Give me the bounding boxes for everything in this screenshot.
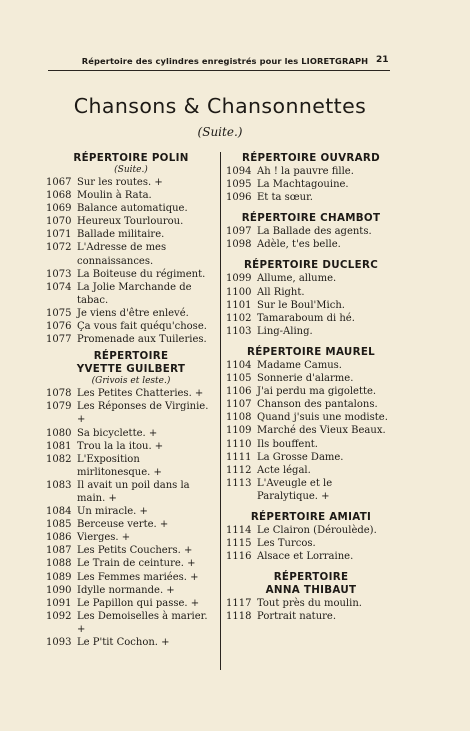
catalog-entry [46,189,216,202]
entry-title: Chanson des pantalons. [257,399,378,411]
entry-number: 1113 [226,477,252,489]
running-head: Répertoire des cylindres enregistrés pour les LIORETGRAPH [81,56,369,66]
catalog-entry [46,557,216,570]
catalog-entry [226,372,396,385]
entry-title: Les Femmes mariées. + [77,571,199,583]
catalog-entry [226,225,396,238]
catalog-entry [226,238,396,251]
catalog-entry [226,524,396,537]
entry-title: J'ai perdu ma gigolette. [257,386,377,398]
catalog-entry [46,268,216,281]
entry-title: Les Turcos. [257,538,316,550]
catalog-entry [226,597,396,610]
entry-list-duclerc [226,272,396,337]
entry-number: 1069 [46,203,72,215]
entry-title: Le P'tit Cochon. + [77,637,170,648]
catalog-entry [46,400,216,426]
entry-title: Sur les routes. + [77,177,163,188]
page-subtitle: (Suite.) [197,125,243,139]
entry-number: 1077 [46,334,72,346]
entry-title: La Ballade des agents. [257,226,372,238]
catalog-entry [46,215,216,228]
catalog-entry [46,479,216,505]
entry-number: 1078 [46,388,72,400]
entry-number: 1070 [46,216,72,228]
catalog-entry [226,178,396,191]
entry-title: Ça vous fait quéqu'chose. [77,321,207,333]
catalog-entry [46,281,216,307]
catalog-entry [226,272,396,285]
page-title: Chansons & Chansonnettes [73,94,367,118]
entry-title: Sur le Boul'Mich. [257,299,345,311]
entry-title: Les Réponses de Virginie. + [77,401,209,426]
section-title-polin: RÉPERTOIRE POLIN [73,152,189,164]
entry-number: 1081 [46,440,72,452]
catalog-entry [46,427,216,440]
entry-number: 1068 [46,190,72,202]
entry-number: 1085 [46,519,72,531]
entry-title: Un miracle. + [77,506,148,518]
entry-number: 1100 [226,286,252,298]
catalog-entry [46,176,216,189]
entry-title: Marché des Vieux Beaux. [257,425,386,437]
entry-title: La Grosse Dame. [257,451,344,463]
entry-number: 1075 [46,307,72,319]
entry-number: 1108 [226,412,252,424]
entry-number: 1104 [226,359,252,371]
catalog-entry [226,359,396,372]
entry-title: Je viens d'être enlevé. [77,307,189,319]
entry-number: 1089 [46,571,72,583]
entry-title: Adèle, t'es belle. [257,239,341,251]
entry-title: Le Train de ceinture. + [77,558,196,570]
entry-title: Trou la la itou. + [77,440,164,452]
entry-title: Les Demoiselles à marier. + [77,610,208,635]
entry-number: 1091 [46,597,72,609]
entry-title: Heureux Tourlourou. [77,216,184,228]
catalog-entry [46,636,216,649]
catalog-entry [46,597,216,610]
entry-number: 1084 [46,506,72,518]
entry-number: 1093 [46,637,72,648]
entry-number: 1099 [226,273,252,285]
entry-title: Il avait un poil dans la main. + [77,479,190,504]
section-title-chambot: RÉPERTOIRE CHAMBOT [241,212,381,225]
entry-number: 1112 [226,464,252,476]
catalog-entry [226,385,396,398]
entry-number: 1096 [226,192,252,204]
entry-title: La Jolie Marchande de tabac. [77,281,192,306]
entry-title: Allume, allume. [257,273,337,285]
entry-number: 1114 [226,524,252,536]
entry-title: Balance automatique. [77,203,188,215]
entry-title: L'Adresse de mes connaissances. [77,242,167,267]
entry-number: 1073 [46,268,72,280]
catalog-entry [46,453,216,479]
section-title-thibaut-line1: RÉPERTOIRE [273,571,349,584]
catalog-entry [46,320,216,333]
entry-number: 1074 [46,281,72,293]
section-title-duclerc: RÉPERTOIRE DUCLERC [243,259,379,272]
entry-number: 1086 [46,532,72,544]
catalog-entry [226,451,396,464]
entry-number: 1092 [46,610,72,622]
catalog-entry [46,333,216,346]
section-subtitle-guilbert: (Grivois et leste.) [91,376,171,387]
page-number: 21 [376,55,389,65]
section-subtitle-polin: (Suite.) [114,165,148,175]
entry-title: Les Petites Chatteries. + [77,388,204,400]
entry-number: 1079 [46,401,72,413]
section-title-maurel: RÉPERTOIRE MAUREL [246,345,376,358]
catalog-entry [226,312,396,325]
catalog-entry [226,398,396,411]
section-title-guilbert-line2: YVETTE GUILBERT [76,363,186,376]
catalog-entry [46,387,216,400]
entry-title: Moulin à Rata. [77,190,152,202]
section-title-amiati: RÉPERTOIRE AMIATI [250,510,372,523]
entry-number: 1117 [226,598,252,610]
catalog-entry [226,464,396,477]
entry-number: 1103 [226,325,252,337]
entry-number: 1110 [226,438,252,450]
right-column [226,152,396,623]
entry-title: Vierges. + [77,532,131,544]
catalog-entry [226,325,396,338]
entry-number: 1087 [46,545,72,557]
entry-title: Ballade militaire. [77,229,165,241]
entry-title: Ah ! la pauvre fille. [257,166,354,177]
entry-title: La Machtagouine. [257,179,349,191]
entry-title: Acte légal. [257,464,311,476]
entry-title: Promenade aux Tuileries. [77,334,207,346]
entry-title: Le Papillon qui passe. + [77,597,200,609]
entry-list-ouvrard [226,165,396,204]
entry-number: 1109 [226,425,252,437]
entry-number: 1067 [46,177,72,188]
catalog-entry [46,610,216,636]
catalog-entry [226,411,396,424]
column-divider [220,152,221,670]
catalog-entry [46,584,216,597]
entry-title: L'Aveugle et le Paralytique. + [257,477,333,502]
entry-list-amiati [226,524,396,563]
entry-title: Et ta sœur. [257,192,313,204]
catalog-entry [226,191,396,204]
catalog-entry [226,286,396,299]
entry-number: 1106 [226,386,252,398]
catalog-entry [46,307,216,320]
entry-title: Quand j'suis une modiste. [257,412,388,424]
entry-number: 1095 [226,179,252,191]
entry-number: 1090 [46,584,72,596]
catalog-entry [226,477,396,503]
entry-list-chambot [226,225,396,251]
entry-list-polin [46,176,216,346]
entry-title: Tamaraboum di hé. [257,312,355,324]
catalog-entry [46,440,216,453]
catalog-entry [46,544,216,557]
catalog-entry [226,550,396,563]
catalog-entry [46,505,216,518]
entry-title: Les Petits Couchers. + [77,545,193,557]
entry-number: 1097 [226,226,252,238]
catalog-entry [46,571,216,584]
entry-number: 1080 [46,427,72,439]
entry-title: Tout près du moulin. [257,598,362,610]
entry-number: 1111 [226,451,252,463]
entry-list-guilbert [46,387,216,649]
entry-number: 1116 [226,551,252,563]
entry-number: 1072 [46,242,72,254]
entry-title: Le Clairon (Déroulède). [257,524,377,536]
entry-list-thibaut [226,597,396,623]
entry-number: 1105 [226,373,252,385]
entry-title: L'Exposition mirlitonesque. + [77,453,162,478]
entry-number: 1082 [46,453,72,465]
entry-title: Madame Camus. [257,359,342,371]
catalog-entry [46,228,216,241]
entry-title: Portrait nature. [257,611,337,623]
entry-title: Ils bouffent. [257,438,318,450]
entry-number: 1088 [46,558,72,570]
catalog-entry [46,241,216,267]
header-rule [48,70,390,71]
entry-number: 1098 [226,239,252,251]
entry-number: 1083 [46,479,72,491]
entry-title: La Boiteuse du régiment. [77,268,206,280]
entry-title: Ling-Aling. [257,325,313,337]
left-column [46,152,216,649]
catalog-entry [46,202,216,215]
catalog-entry [226,424,396,437]
entry-title: Berceuse verte. + [77,519,169,531]
entry-number: 1118 [226,611,252,623]
catalog-entry [226,438,396,451]
entry-title: All Right. [257,286,305,298]
entry-number: 1071 [46,229,72,241]
catalog-entry [46,518,216,531]
entry-number: 1115 [226,538,252,550]
catalog-entry [226,610,396,623]
entry-number: 1101 [226,299,252,311]
catalog-entry [226,299,396,312]
entry-title: Alsace et Lorraine. [257,551,354,563]
section-title-ouvrard: RÉPERTOIRE OUVRARD [241,152,381,164]
entry-number: 1107 [226,399,252,411]
catalog-entry [226,537,396,550]
entry-number: 1076 [46,321,72,333]
catalog-entry [226,165,396,178]
entry-title: Sonnerie d'alarme. [257,373,354,385]
entry-number: 1102 [226,312,252,324]
section-title-thibaut-line2: ANNA THIBAUT [265,584,357,597]
catalog-entry [46,531,216,544]
entry-list-maurel [226,359,396,503]
entry-title: Sa bicyclette. + [77,427,158,439]
entry-number: 1094 [226,166,252,177]
entry-title: Idylle normande. + [77,584,175,596]
section-title-guilbert-line1: RÉPERTOIRE [93,350,169,363]
